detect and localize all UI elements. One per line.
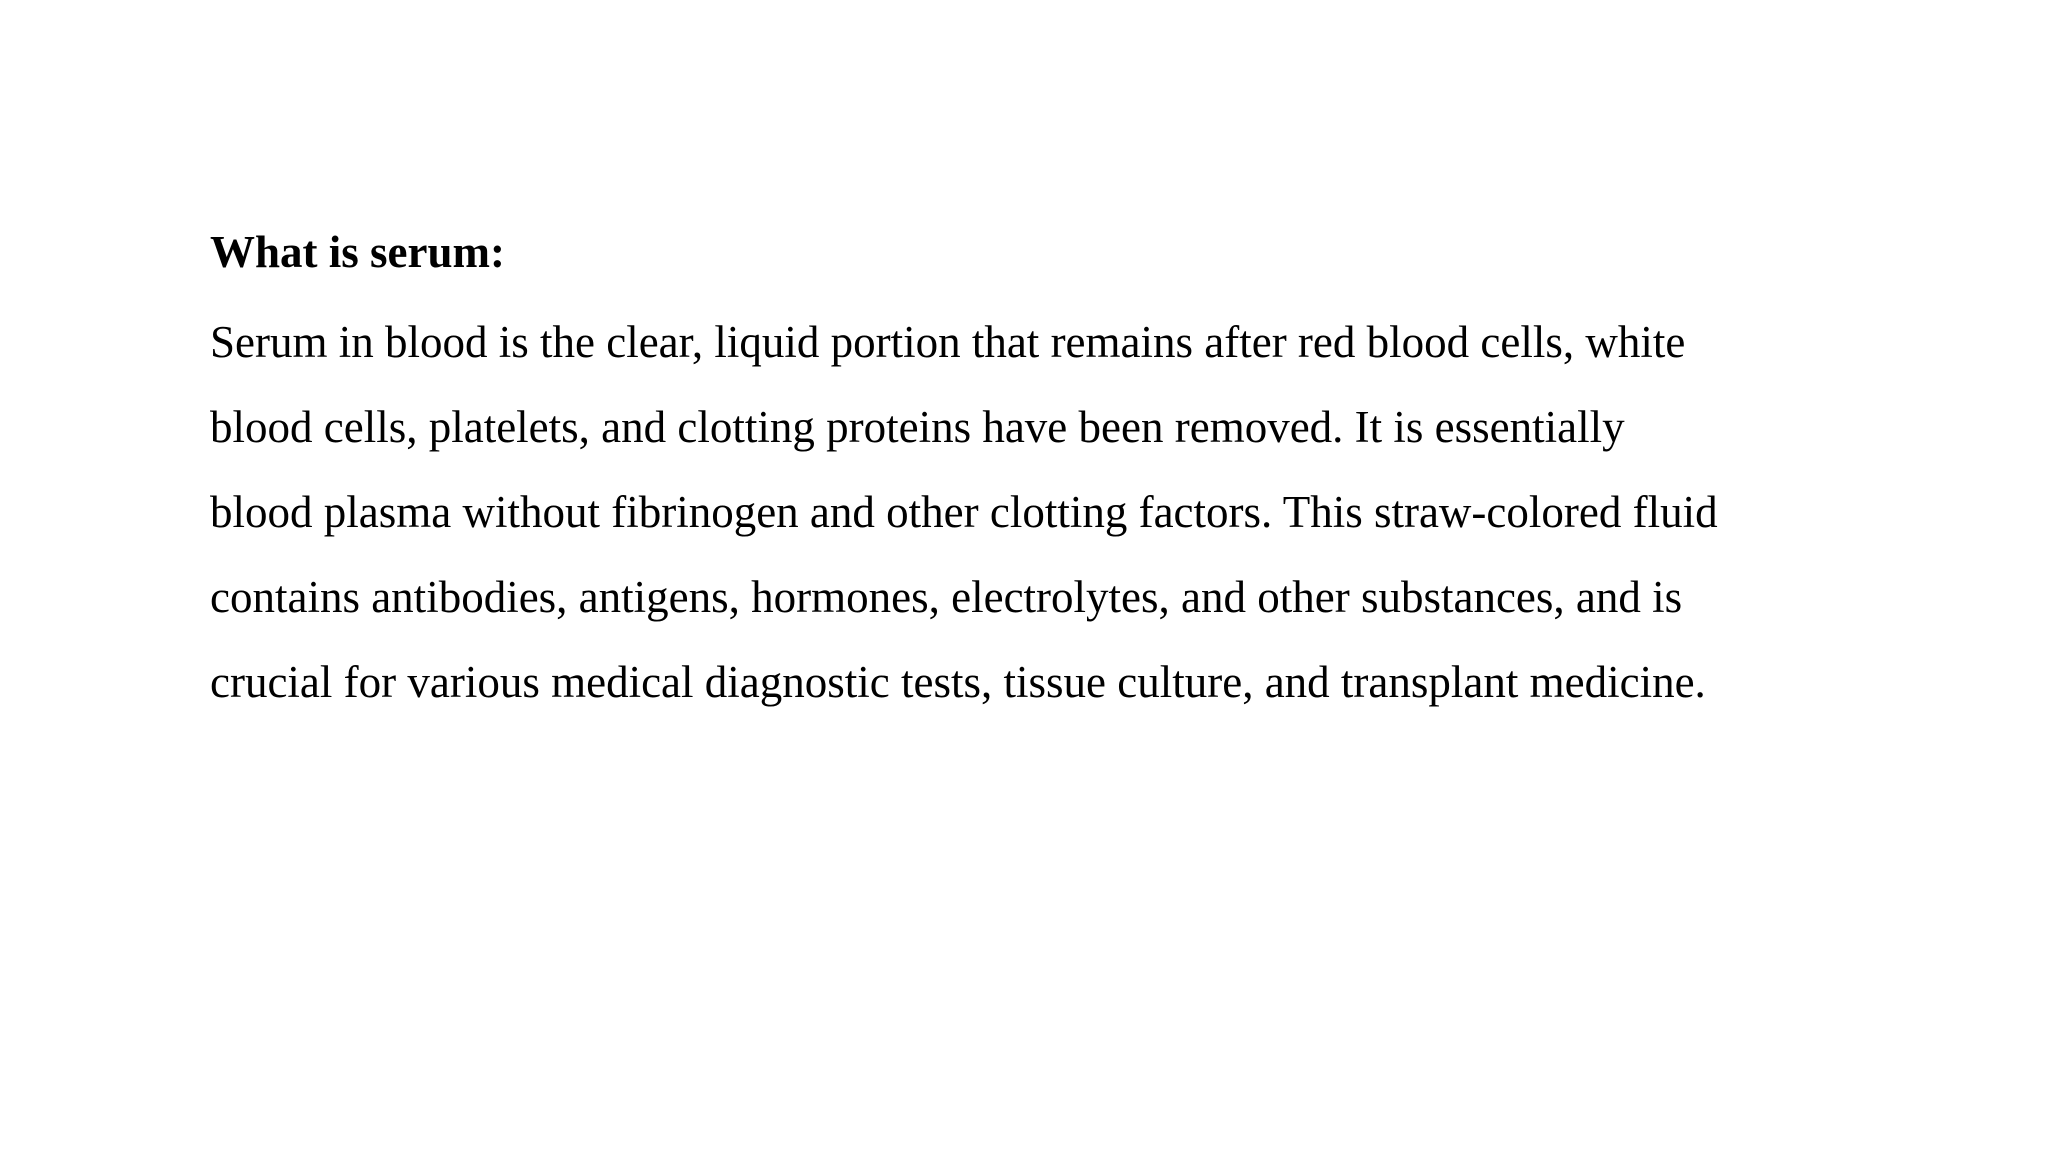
document-body — [210, 222, 1850, 737]
paragraph-line: contains antibodies, antigens, hormones, electrolytes, and other substances, and is — [210, 572, 1683, 622]
paragraph-line: Serum in blood is the clear, liquid portion that remains after red blood cells, white — [210, 317, 1686, 367]
paragraph-line: blood plasma without fibrinogen and other clotting factors. This straw-colored fluid — [210, 487, 1718, 537]
paragraph-line: crucial for various medical diagnostic tests, tissue culture, and transplant medicine. — [210, 657, 1706, 707]
body-paragraph — [210, 312, 1850, 737]
paragraph-line: blood cells, platelets, and clotting proteins have been removed. It is essentially — [210, 402, 1625, 452]
section-heading: What is serum: — [210, 227, 505, 277]
